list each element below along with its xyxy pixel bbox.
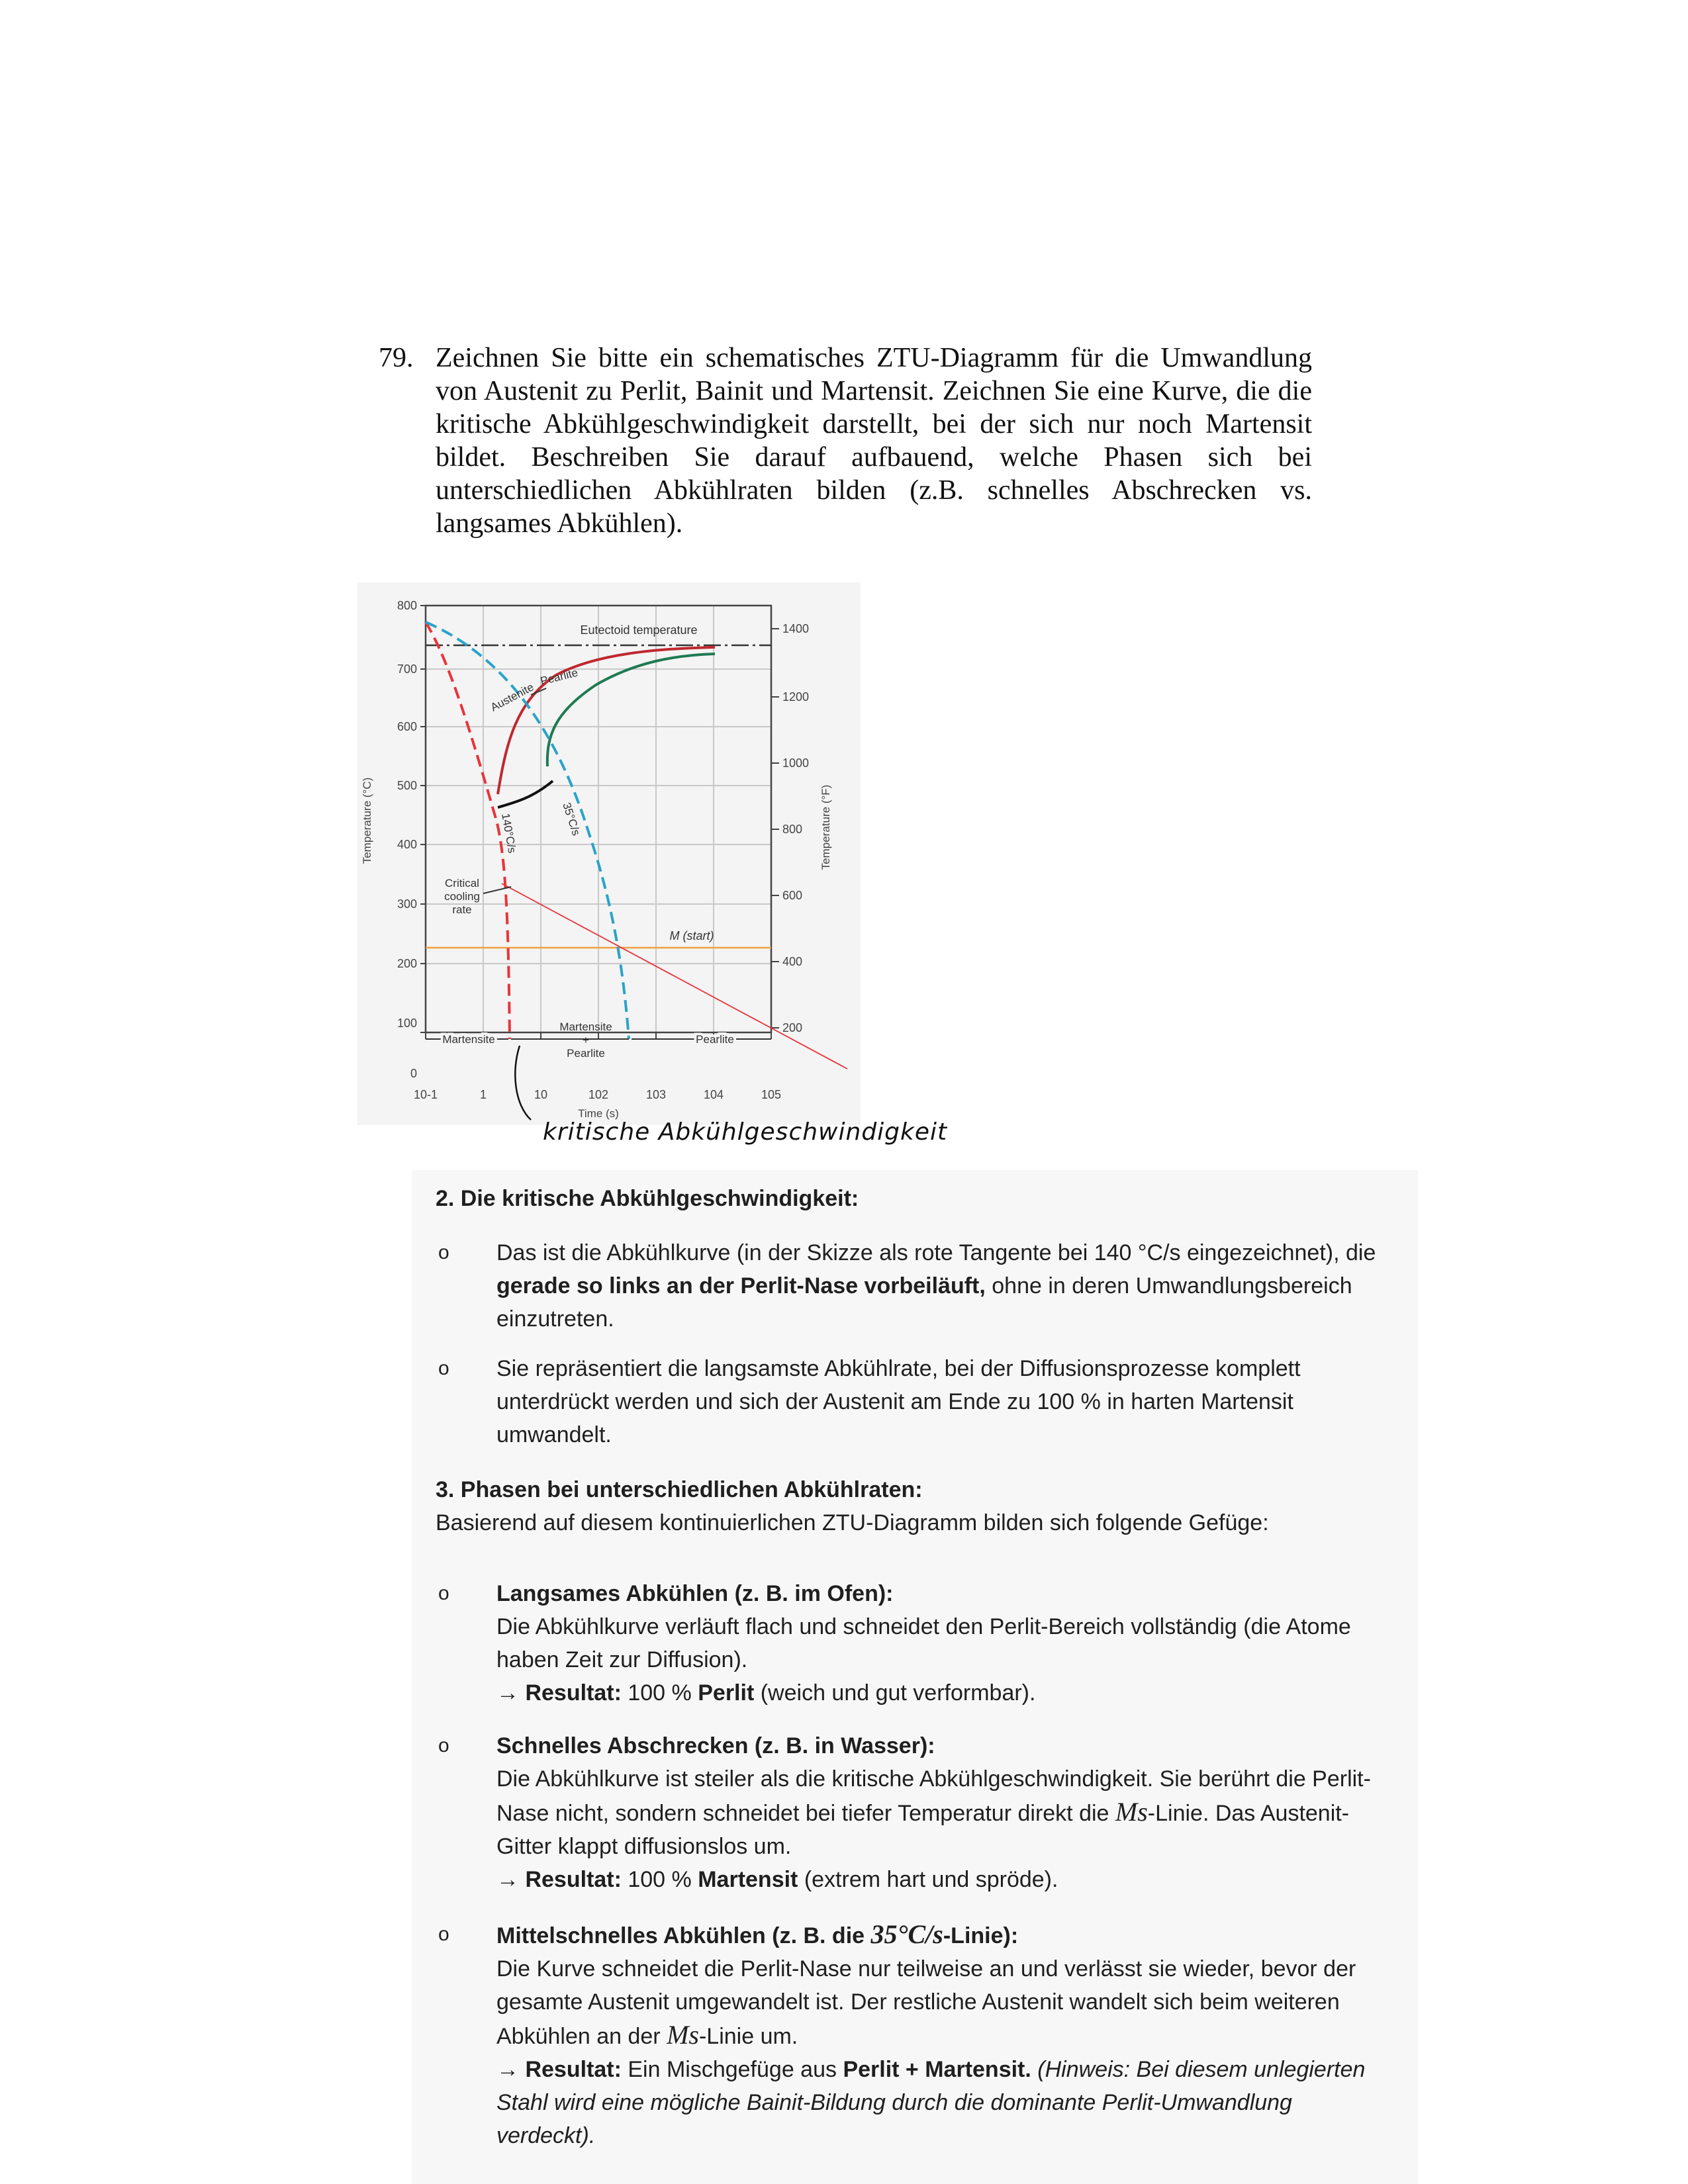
x-tick-6: 105 xyxy=(761,1088,782,1101)
eutectoid-label: Eutectoid temperature xyxy=(580,623,698,637)
martensite-label: Martensite xyxy=(442,1033,495,1046)
question-number: 79. xyxy=(379,343,414,373)
mixed-label-3: Pearlite xyxy=(567,1047,605,1060)
x-axis-label: Time (s) xyxy=(578,1107,619,1120)
pearlite-bottom-label: Pearlite xyxy=(696,1033,734,1046)
section-2-bullet-1: Das ist die Abkühlkurve (in der Skizze als rote Tangente bei 140 °C/s eingezeichnet), die gerade so links an der Perlit-Nase vorbeiläuft, ohne in deren Umwandlungsbereich einzutreten. xyxy=(496,1240,1376,1332)
mixed-label-1: Martensite xyxy=(559,1021,612,1033)
bullet-marker: o xyxy=(438,1242,449,1263)
y-tick-700: 700 xyxy=(397,662,417,676)
question-block xyxy=(379,341,1312,540)
cct-diagram-svg xyxy=(357,582,861,1125)
yf-tick-1200: 1200 xyxy=(782,690,810,704)
x-tick-1: 1 xyxy=(479,1088,487,1101)
question-text: Zeichnen Sie bitte ein schematisches ZTU-Diagramm für die Umwandlung von Austenit zu Perlit, Bainit und Martensit. Zeichnen Sie eine Kurve, die die kritische Abkühlgeschwindigkeit darstellt, bei der sich nur noch Martensit bildet. Beschreiben Sie darauf aufbauend, welche Phasen sich bei unterschiedlichen Abkühlraten bilden (z.B. schnelles Abschrecken vs. langsames Abkühlen). xyxy=(436,343,1312,539)
y-tick-100: 100 xyxy=(397,1017,417,1030)
bullet-marker: o xyxy=(438,1582,449,1604)
section-3-heading: 3. Phasen bei unterschiedlichen Abkühlraten: xyxy=(436,1477,923,1502)
fast-quench-item: Schnelles Abschrecken (z. B. in Wasser): Die Abkühlkurve ist steiler als die kritische Abkühlgeschwindigkeit. Sie berührt die Perlit- Nase nicht, sondern schneidet bei tiefer Temperatur direkt die Ms-Linie. Das Austenit- Gitter klappt diffusionslos um. → Resultat: 100 % Martensit (extrem hart und spröde). xyxy=(496,1733,1371,1892)
x-tick-2: 10 xyxy=(534,1088,548,1101)
mixed-label-2: + xyxy=(583,1034,589,1046)
section-2-bullet-2: Sie repräsentiert die langsamste Abkühlrate, bei der Diffusionsprozesse komplett unterdrückt werden und sich der Austenit am Ende zu 100 % in harten Martensit umwandelt. xyxy=(496,1356,1301,1447)
yf-tick-200: 200 xyxy=(782,1021,803,1034)
x-tick-3: 102 xyxy=(588,1088,609,1101)
critical-label-3: rate xyxy=(452,903,472,916)
critical-label-2: cooling xyxy=(444,890,480,903)
y-axis-right-label: Temperature (°F) xyxy=(820,784,832,870)
handwritten-note: kritische Abkühlgeschwindigkeit xyxy=(543,1118,948,1146)
yf-tick-1000: 1000 xyxy=(782,756,810,770)
x-tick-4: 103 xyxy=(645,1088,667,1101)
section-2-heading: 2. Die kritische Abkühlgeschwindigkeit: xyxy=(436,1186,859,1211)
y-tick-300: 300 xyxy=(397,897,417,911)
yf-tick-800: 800 xyxy=(782,823,803,836)
rate-140-label: 140°C/s xyxy=(499,812,519,854)
slow-cooling-item: Langsames Abkühlen (z. B. im Ofen): Die Abkühlkurve verläuft flach und schneidet den Perlit-Bereich vollständig (die Atome haben Zeit zur Diffusion). → Resultat: 100 % Perlit (weich und gut verformbar). xyxy=(496,1581,1351,1706)
yf-tick-1400: 1400 xyxy=(782,622,810,635)
answer-panel xyxy=(412,1170,1418,2184)
y-tick-600: 600 xyxy=(397,720,417,733)
y-tick-200: 200 xyxy=(397,957,417,970)
y-tick-800: 800 xyxy=(397,599,417,612)
x-tick-5: 104 xyxy=(703,1088,724,1101)
pearlite-region-label: Pearlite xyxy=(539,666,579,688)
y-tick-500: 500 xyxy=(397,779,417,792)
y-tick-0: 0 xyxy=(410,1067,417,1080)
bullet-marker: o xyxy=(438,1357,449,1379)
yf-tick-600: 600 xyxy=(782,889,803,902)
figure-background xyxy=(357,582,861,1125)
y-axis-left-label: Temperature (°C) xyxy=(361,777,373,864)
cct-diagram xyxy=(357,582,861,1128)
rate-35-label: 35°C/s xyxy=(560,801,583,837)
bullet-marker: o xyxy=(438,1923,449,1945)
bullet-marker: o xyxy=(438,1735,449,1756)
m-start-label: M (start) xyxy=(669,929,714,942)
yf-tick-400: 400 xyxy=(782,955,803,968)
austenite-label: Austenite xyxy=(488,680,536,714)
critical-label-1: Critical xyxy=(445,877,479,889)
x-tick-0: 10-1 xyxy=(413,1088,438,1101)
medium-cooling-item: Mittelschnelles Abkühlen (z. B. die 35°C/s-Linie): Die Kurve schneidet die Perlit-Nase nur teilweise an und verlässt sie wieder, bevor der gesamte Austenit umgewandelt ist. Der restliche Austenit wandelt sich beim weiteren Abkühlen an der Ms-Linie um. → Resultat: Ein Mischgefüge aus Perlit + Martensit. (Hinweis: Bei diesem unlegierten Stahl wird eine mögliche Bainit-Bildung durch die dominante Perlit-Umwandlung verdeckt). xyxy=(496,1919,1366,2148)
y-tick-400: 400 xyxy=(397,838,417,851)
section-3-intro: Basierend auf diesem kontinuierlichen ZTU-Diagramm bilden sich folgende Gefüge: xyxy=(436,1510,1269,1535)
